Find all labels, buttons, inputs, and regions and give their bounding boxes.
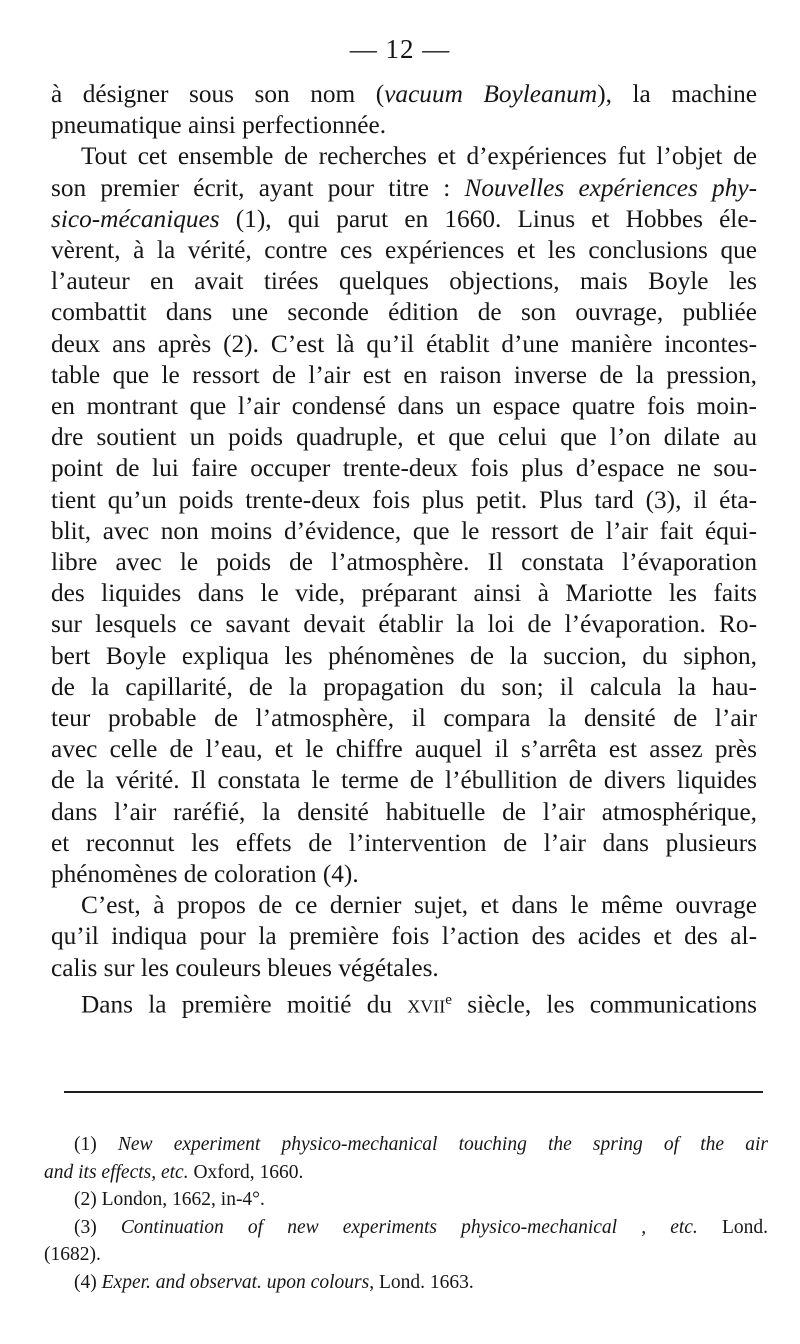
text-run: siècle, les communications [452,990,757,1019]
text-run: de la vérité. Il constata le terme de l’ébullition de divers liquides [51,766,757,795]
footnote-line [44,1214,768,1242]
text-run: (1), qui parut en 1660. Linus et Hobbes éle- [219,204,757,233]
text-line [51,609,757,640]
text-run: pneumatique ainsi perfectionnée. [51,111,387,140]
text-line [51,547,757,578]
text-run: Lond. [697,1216,768,1238]
text-line [51,672,757,703]
paragraph [51,890,757,984]
footnote [44,1186,768,1214]
footnote-line [44,1186,768,1214]
text-run: Exper. and observat. upon colours [101,1271,370,1293]
text-run: (1) [74,1134,118,1155]
text-line [51,204,757,235]
text-line [51,890,757,921]
text-line [51,297,757,328]
text-run: dans l’air raréfié, la densité habituelle de l’air atmosphérique, [51,797,757,826]
footnote-line [44,1159,768,1187]
text-run: C’est, à propos de ce dernier sujet, et dans le même ouvrage [81,891,757,920]
text-line [51,453,757,484]
text-line [51,734,757,765]
text-run: sur lesquels ce savant devait établir la loi de l’évaporation. Ro- [51,610,757,639]
text-run: ), la machine [597,80,758,108]
text-run: , Lond. 1663. [369,1271,474,1293]
paragraph [51,79,757,141]
text-run: son premier écrit, ayant pour titre : [51,173,465,202]
text-run: et reconnut les effets de l’intervention de l’air dans plusieurs [51,828,757,857]
text-run: Continuation of new experiments physico-mechanical , etc. [120,1216,698,1238]
text-run: phénomènes de coloration (4). [51,860,359,889]
text-line [51,921,757,952]
text-run: teur probable de l’atmosphère, il compara la densité de l’air [51,704,757,733]
text-run: table que le ressort de l’air est en raison inverse de la pression, [51,360,757,389]
text-line [51,235,757,266]
text-run: combattit dans une seconde édition de son ouvrage, publiée [51,298,757,327]
text-run: bert Boyle expliqua les phénomènes de la succion, du siphon, [51,641,757,670]
text-run: Nouvelles expériences phy- [464,173,757,202]
text-line [51,797,757,828]
text-run: deux ans après (2). C’est là qu’il établit d’une manière incontes- [51,329,757,358]
text-run: e [445,990,453,1008]
text-line [51,422,757,453]
paragraph [51,984,757,1021]
text-run: and its effects, etc. [44,1161,189,1183]
footnotes [44,1131,768,1297]
text-line [51,578,757,609]
text-run: en montrant que l’air condensé dans un espace quatre fois moin- [51,392,757,421]
text-run: libre avec le poids de l’atmosphère. Il constata l’évaporation [51,548,757,577]
text-run: (4) [74,1271,102,1293]
text-run: de la capillarité, de la propagation du son; il calcula la hau- [51,672,757,701]
page-number: — 12 — [349,34,451,64]
text-run: qu’il indiqua pour la première fois l’action des acides et des al- [51,922,757,951]
text-run: calis sur les couleurs bleues végétales. [51,953,439,982]
footnote-line [44,1241,768,1269]
text-run: xvii [407,990,446,1019]
text-line [51,859,757,890]
text-run: à désigner sous son nom ( [51,80,385,108]
text-run: Dans la première moitié du [81,990,408,1019]
text-run: vacuum Boyleanum [384,80,598,108]
text-line [51,141,757,172]
text-line [51,516,757,547]
text-line [51,703,757,734]
text-line [51,765,757,796]
text-line [51,953,757,984]
footnote [44,1131,768,1186]
text-run: Oxford, 1660. [188,1161,304,1183]
text-run: avec celle de l’eau, et le chiffre auquel il s’arrêta est assez près [51,735,757,764]
text-run: blit, avec non moins d’évidence, que le ressort de l’air fait équi- [51,516,757,545]
text-run: sico-mécaniques [51,204,220,233]
text-line [51,984,757,1021]
text-line [51,173,757,204]
text-run: New experiment physico-mechanical touching the spring of the air [117,1134,768,1155]
text-run: dre soutient un poids quadruple, et que celui que l’on dilate au [51,423,757,452]
text-run: Tout cet ensemble de recherches et d’expériences fut l’objet de [81,142,757,171]
text-run: (1682). [44,1244,101,1266]
footnote-divider [64,1091,763,1093]
text-line [51,360,757,391]
text-line [51,329,757,360]
text-run: vèrent, à la vérité, contre ces expériences et les conclusions que [51,236,757,265]
footnote-line [44,1131,768,1159]
text-line [51,828,757,859]
text-run: (2) London, 1662, in-4°. [74,1189,265,1211]
text-run: point de lui faire occuper trente-deux fois plus d’espace ne sou- [51,454,757,483]
text-run: des liquides dans le vide, préparant ainsi à Mariotte les faits [51,579,757,608]
text-line [51,641,757,672]
footnote [44,1214,768,1269]
text-line [51,485,757,516]
text-line [51,266,757,297]
text-line [51,79,757,110]
paragraph [51,141,757,890]
text-run: l’auteur en avait tirées quelques objections, mais Boyle les [51,267,757,296]
text-run: tient qu’un poids trente-deux fois plus petit. Plus tard (3), il éta- [51,485,757,514]
text-line [51,110,757,141]
footnote-line [44,1269,768,1297]
text-run: (3) [74,1216,121,1238]
body-text [51,79,757,1020]
text-line [51,391,757,422]
footnote [44,1269,768,1297]
